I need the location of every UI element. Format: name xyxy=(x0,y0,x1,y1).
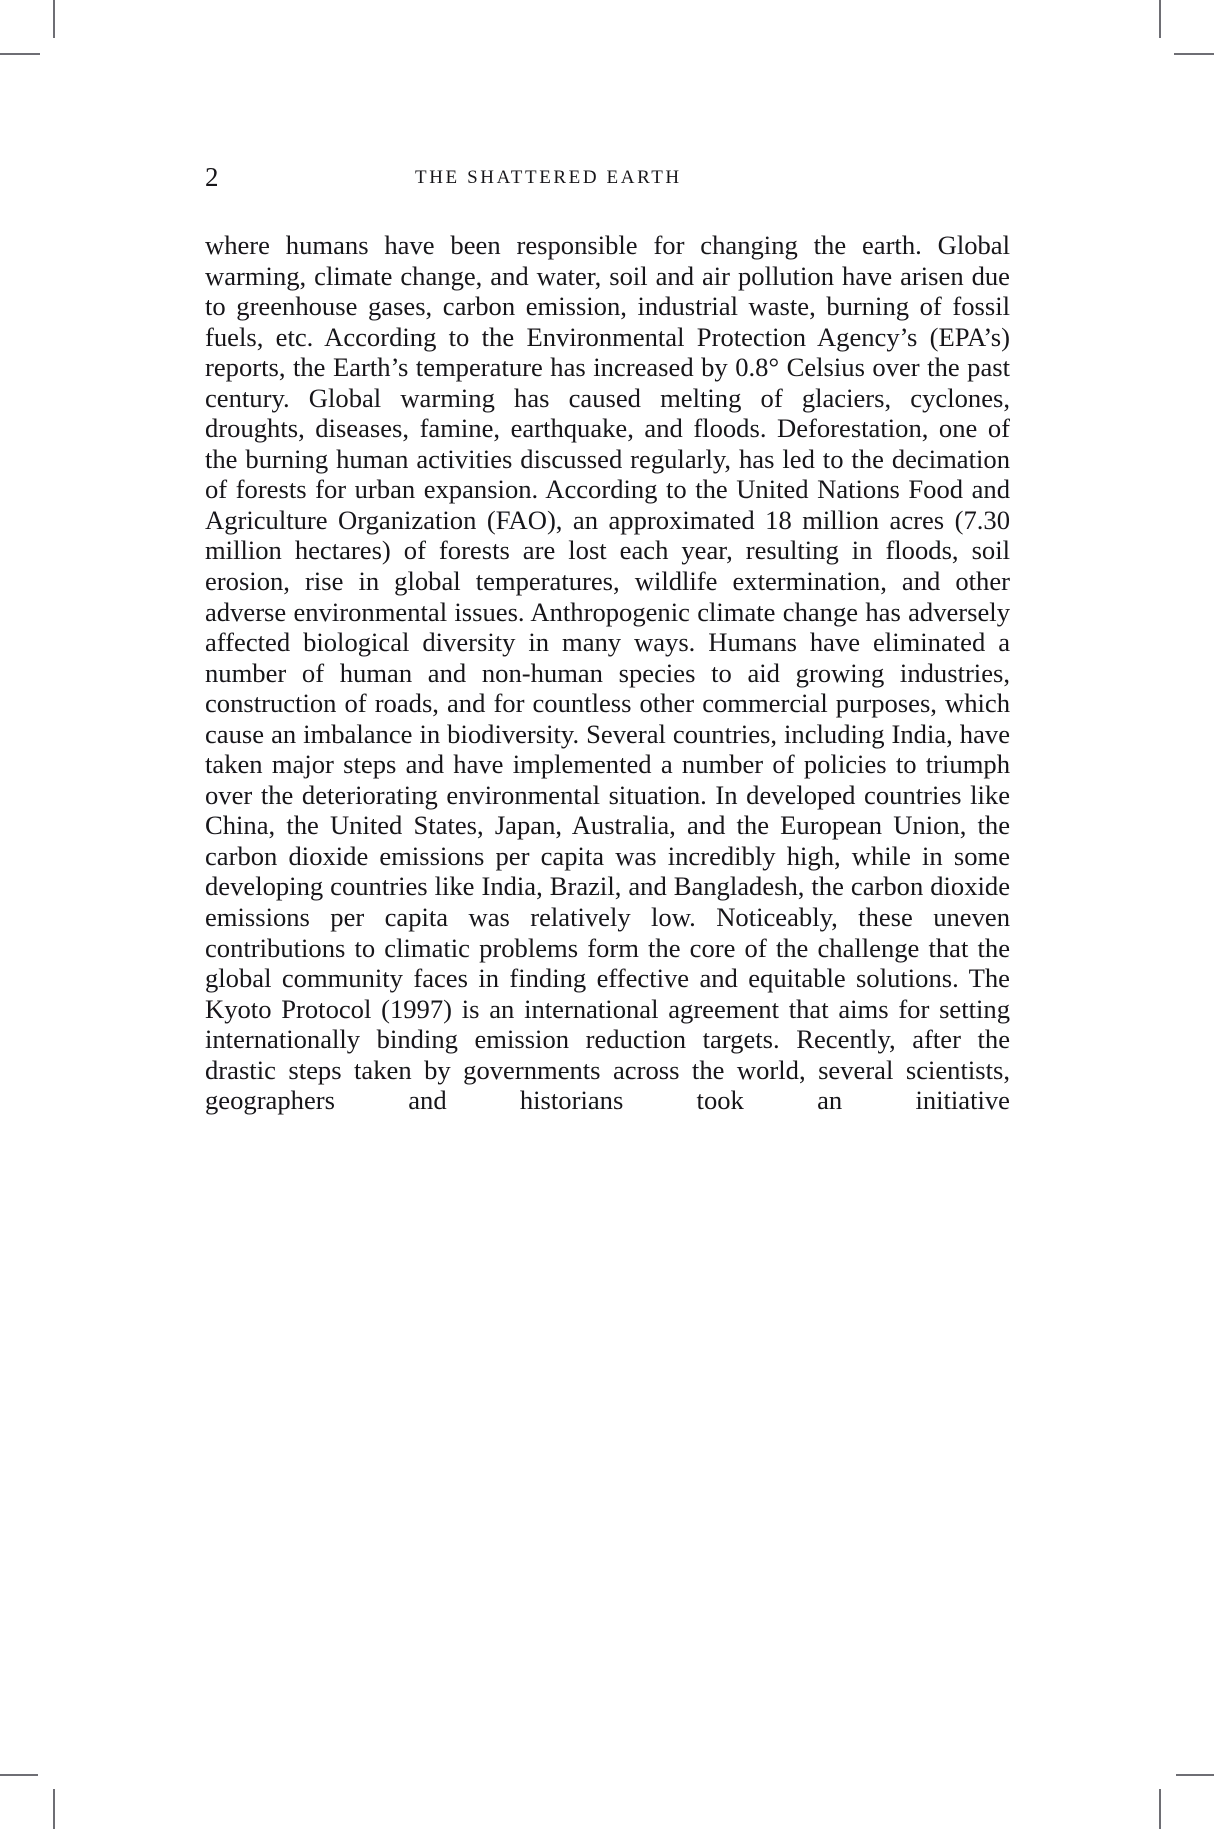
page-number: 2 xyxy=(205,162,219,192)
crop-mark-bottom-left-horizontal xyxy=(0,1774,38,1776)
crop-mark-bottom-right-horizontal xyxy=(1176,1774,1214,1776)
crop-mark-top-right-horizontal xyxy=(1174,53,1214,55)
running-header-title: THE SHATTERED EARTH xyxy=(415,167,682,188)
crop-mark-bottom-right-vertical xyxy=(1159,1789,1161,1829)
crop-mark-top-left-vertical xyxy=(53,0,55,38)
crop-mark-bottom-left-vertical xyxy=(53,1789,55,1829)
running-header xyxy=(205,160,1010,202)
crop-mark-top-left-horizontal xyxy=(0,53,40,55)
body-text-block xyxy=(205,230,1010,1116)
crop-mark-top-right-vertical xyxy=(1159,0,1161,38)
book-page xyxy=(205,160,1010,1116)
body-paragraph: where humans have been responsible for changing the earth. Global warming, climate change, and water, soil and air pollution have arisen due to greenhouse gases, carbon emission, industrial waste, burning of fossil fuels, etc. According to the Environmental Protection Agency’s (EPA’s) reports, the Earth’s temperature has increased by 0.8° Celsius over the past century. Global warming has caused melting of glaciers, cyclones, droughts, diseases, famine, earthquake, and floods. Deforestation, one of the burning human activities discussed regularly, has led to the decimation of forests for urban expansion. According to the United Nations Food and Agriculture Organization (FAO), an approximated 18 million acres (7.30 million hectares) of forests are lost each year, resulting in floods, soil erosion, rise in global temperatures, wildlife extermination, and other adverse environmental issues. Anthropogenic climate change has adversely affected biological diversity in many ways. Humans have eliminated a number of human and non-human species to aid growing industries, construction of roads, and for countless other commercial purposes, which cause an imbalance in biodiversity. Several countries, including India, have taken major steps and have implemented a number of policies to triumph over the deteriorating environmental situation. In developed countries like China, the United States, Japan, Australia, and the European Union, the carbon dioxide emissions per capita was incredibly high, while in some developing countries like India, Brazil, and Bangladesh, the carbon dioxide emissions per capita was relatively low. Noticeably, these uneven contributions to climatic problems form the core of the challenge that the global community faces in finding effective and equitable solutions. The Kyoto Protocol (1997) is an international agreement that aims for setting internationally binding emission reduction targets. Recently, after the drastic steps taken by governments across the world, several scientists, geographers and historians took an initiative xyxy=(205,230,1010,1116)
